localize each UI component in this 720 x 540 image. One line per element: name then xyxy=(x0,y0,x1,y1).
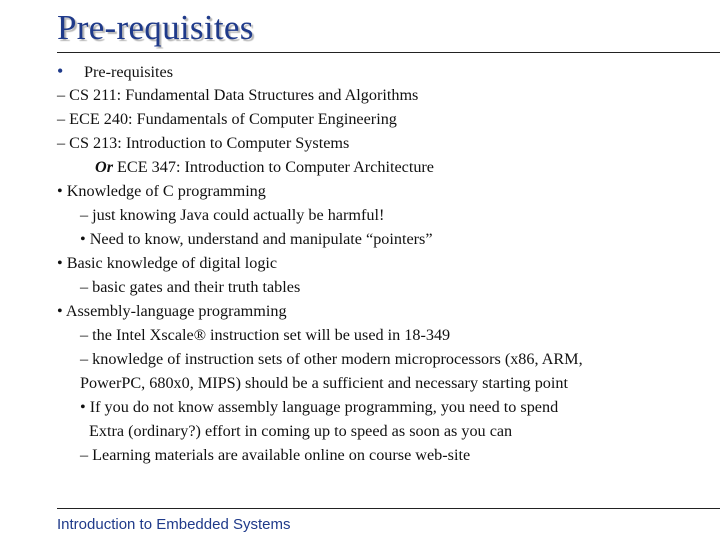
line-text: ECE 347: Introduction to Computer Architecture xyxy=(113,158,434,176)
line-8: • Need to know, understand and manipulate “pointers” xyxy=(80,230,433,248)
line-5 xyxy=(95,157,434,177)
title-divider xyxy=(57,52,720,53)
line-16: Extra (ordinary?) effort in coming up to speed as soon as you can xyxy=(89,422,513,440)
or-emphasis: Or xyxy=(95,158,113,176)
line-9: • Basic knowledge of digital logic xyxy=(57,254,278,272)
line-15: • If you do not know assembly language programming, you need to spend xyxy=(80,398,559,416)
footer-divider xyxy=(57,508,720,509)
line-3: – ECE 240: Fundamentals of Computer Engineering xyxy=(57,110,397,128)
slide-footer: Introduction to Embedded Systems xyxy=(57,516,291,533)
line-13: – knowledge of instruction sets of other modern microprocessors (x86, ARM, xyxy=(80,350,583,368)
line-4: – CS 213: Introduction to Computer Systems xyxy=(57,134,350,152)
line-17: – Learning materials are available online on course web-site xyxy=(80,446,471,464)
line-10: – basic gates and their truth tables xyxy=(80,278,301,296)
line-11: • Assembly-language programming xyxy=(57,302,287,320)
line-text: Pre-requisites xyxy=(84,63,174,81)
bullet-icon: • xyxy=(57,61,64,81)
line-7: – just knowing Java could actually be harmful! xyxy=(80,206,385,224)
line-2: – CS 211: Fundamental Data Structures and Algorithms xyxy=(57,86,419,104)
bullet-line-1 xyxy=(57,61,173,81)
line-6: • Knowledge of C programming xyxy=(57,182,266,200)
slide-title: Pre-requisites xyxy=(57,8,254,47)
line-12: – the Intel Xscale® instruction set will be used in 18-349 xyxy=(80,326,451,344)
line-14: PowerPC, 680x0, MIPS) should be a sufficient and necessary starting point xyxy=(80,374,568,392)
